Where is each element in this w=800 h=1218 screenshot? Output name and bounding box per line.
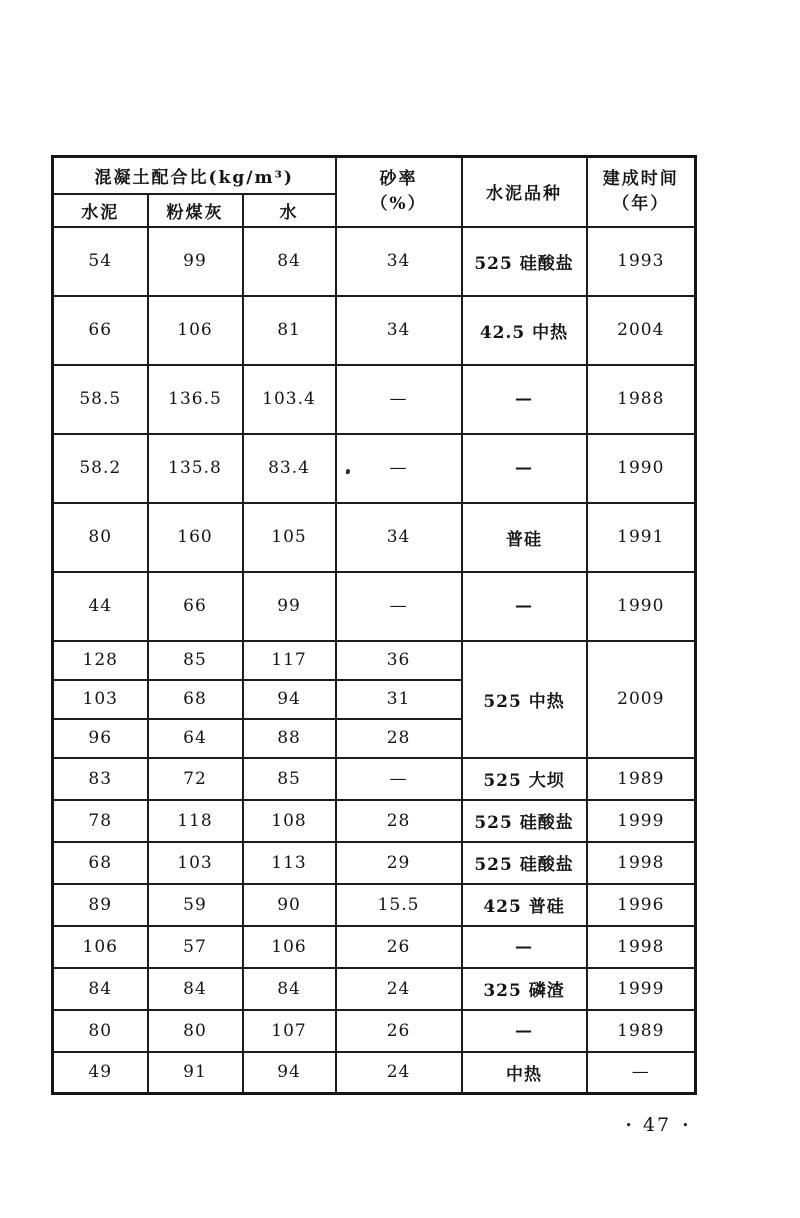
cell-cement-type: — bbox=[462, 1010, 587, 1052]
cell-water: 84 bbox=[243, 227, 336, 296]
cell-sand-ratio: — bbox=[336, 365, 462, 434]
table-row bbox=[53, 758, 696, 800]
cell-year: 1988 bbox=[587, 365, 696, 434]
cell-fly-ash: 135.8 bbox=[148, 434, 243, 503]
cell-sand-ratio: 26 bbox=[336, 926, 462, 968]
table-row bbox=[53, 503, 696, 572]
cell-cement: 89 bbox=[53, 884, 148, 926]
header-cement: 水泥 bbox=[53, 194, 148, 227]
cell-cement-type: — bbox=[462, 365, 587, 434]
cell-cement-type: 525 大坝 bbox=[462, 758, 587, 800]
cell-cement-type-merged: 525 中热 bbox=[462, 641, 587, 758]
cell-sand-ratio: 24 bbox=[336, 1052, 462, 1094]
cell-water: 90 bbox=[243, 884, 336, 926]
cell-water: 105 bbox=[243, 503, 336, 572]
cell-cement-type: 525 硅酸盐 bbox=[462, 800, 587, 842]
cell-fly-ash: 103 bbox=[148, 842, 243, 884]
table-row bbox=[53, 296, 696, 365]
cell-cement: 80 bbox=[53, 503, 148, 572]
cell-cement: 84 bbox=[53, 968, 148, 1010]
cell-year: — bbox=[587, 1052, 696, 1094]
header-sand-ratio-line1: 砂率 bbox=[379, 169, 418, 190]
cell-fly-ash: 99 bbox=[148, 227, 243, 296]
cell-cement-type: 中热 bbox=[462, 1052, 587, 1094]
cell-fly-ash: 80 bbox=[148, 1010, 243, 1052]
cell-sand-ratio: 26 bbox=[336, 1010, 462, 1052]
header-sand-ratio bbox=[336, 157, 462, 227]
cell-water: 113 bbox=[243, 842, 336, 884]
cell-fly-ash: 68 bbox=[148, 680, 243, 719]
table-row bbox=[53, 800, 696, 842]
cell-water: 99 bbox=[243, 572, 336, 641]
cell-fly-ash: 57 bbox=[148, 926, 243, 968]
cell-cement: 78 bbox=[53, 800, 148, 842]
cell-sand-ratio: 24 bbox=[336, 968, 462, 1010]
table-row bbox=[53, 434, 696, 503]
header-build-time-line1: 建成时间 bbox=[602, 169, 679, 190]
cell-year: 1999 bbox=[587, 800, 696, 842]
table-row bbox=[53, 572, 696, 641]
scan-speck bbox=[346, 469, 350, 474]
cell-sand-ratio: — bbox=[336, 434, 462, 503]
cell-water: 81 bbox=[243, 296, 336, 365]
cell-water: 108 bbox=[243, 800, 336, 842]
header-build-time bbox=[587, 157, 696, 227]
cell-water: 94 bbox=[243, 680, 336, 719]
cell-cement: 80 bbox=[53, 1010, 148, 1052]
page-number-value: 47 bbox=[642, 1114, 672, 1136]
cell-cement: 44 bbox=[53, 572, 148, 641]
cell-year: 1998 bbox=[587, 926, 696, 968]
cell-sand-ratio: — bbox=[336, 572, 462, 641]
page-number-right-dot: • bbox=[682, 1118, 689, 1132]
header-fly-ash: 粉煤灰 bbox=[148, 194, 243, 227]
cell-water: 117 bbox=[243, 641, 336, 680]
cell-cement: 106 bbox=[53, 926, 148, 968]
header-sand-ratio-line2: （%） bbox=[370, 193, 427, 214]
cell-cement: 83 bbox=[53, 758, 148, 800]
cell-cement: 58.5 bbox=[53, 365, 148, 434]
cell-water: 83.4 bbox=[243, 434, 336, 503]
cell-cement: 49 bbox=[53, 1052, 148, 1094]
cell-sand-ratio: 28 bbox=[336, 719, 462, 758]
cell-sand-ratio: 15.5 bbox=[336, 884, 462, 926]
cell-sand-ratio: 34 bbox=[336, 227, 462, 296]
header-mix-group: 混凝土配合比(kg/m³) bbox=[53, 157, 336, 194]
cell-cement: 66 bbox=[53, 296, 148, 365]
cell-year: 1990 bbox=[587, 572, 696, 641]
cell-water: 84 bbox=[243, 968, 336, 1010]
page-number-left-dot: • bbox=[625, 1118, 632, 1132]
cell-cement-type: — bbox=[462, 572, 587, 641]
cell-year: 1993 bbox=[587, 227, 696, 296]
cell-cement-type: — bbox=[462, 926, 587, 968]
cell-year: 1991 bbox=[587, 503, 696, 572]
cell-fly-ash: 136.5 bbox=[148, 365, 243, 434]
table-row bbox=[53, 365, 696, 434]
cell-cement-type: 42.5 中热 bbox=[462, 296, 587, 365]
cell-cement: 103 bbox=[53, 680, 148, 719]
cell-fly-ash: 91 bbox=[148, 1052, 243, 1094]
cell-water: 107 bbox=[243, 1010, 336, 1052]
cell-cement-type: 325 磷渣 bbox=[462, 968, 587, 1010]
cell-water: 88 bbox=[243, 719, 336, 758]
table-row bbox=[53, 227, 696, 296]
table-row bbox=[53, 842, 696, 884]
cell-year: 1990 bbox=[587, 434, 696, 503]
cell-fly-ash: 84 bbox=[148, 968, 243, 1010]
header-water: 水 bbox=[243, 194, 336, 227]
cell-year: 2004 bbox=[587, 296, 696, 365]
cell-sand-ratio: 36 bbox=[336, 641, 462, 680]
cell-cement-type: 525 硅酸盐 bbox=[462, 227, 587, 296]
cell-year: 1998 bbox=[587, 842, 696, 884]
concrete-mix-table bbox=[51, 155, 697, 1095]
table-row bbox=[53, 1052, 696, 1094]
cell-water: 94 bbox=[243, 1052, 336, 1094]
cell-fly-ash: 160 bbox=[148, 503, 243, 572]
header-row-group bbox=[53, 157, 696, 194]
cell-water: 85 bbox=[243, 758, 336, 800]
cell-year: 1989 bbox=[587, 1010, 696, 1052]
cell-year-merged: 2009 bbox=[587, 641, 696, 758]
cell-cement-type: 525 硅酸盐 bbox=[462, 842, 587, 884]
cell-water: 106 bbox=[243, 926, 336, 968]
cell-fly-ash: 59 bbox=[148, 884, 243, 926]
cell-fly-ash: 118 bbox=[148, 800, 243, 842]
cell-water: 103.4 bbox=[243, 365, 336, 434]
table-row bbox=[53, 926, 696, 968]
cell-cement: 54 bbox=[53, 227, 148, 296]
cell-fly-ash: 106 bbox=[148, 296, 243, 365]
cell-sand-ratio: 31 bbox=[336, 680, 462, 719]
cell-sand-ratio: — bbox=[336, 758, 462, 800]
table-row bbox=[53, 968, 696, 1010]
cell-fly-ash: 72 bbox=[148, 758, 243, 800]
cell-cement-type: — bbox=[462, 434, 587, 503]
table-row bbox=[53, 1010, 696, 1052]
cell-sand-ratio: 29 bbox=[336, 842, 462, 884]
cell-sand-ratio: 34 bbox=[336, 503, 462, 572]
cell-fly-ash: 66 bbox=[148, 572, 243, 641]
cell-sand-ratio: 28 bbox=[336, 800, 462, 842]
header-cement-type: 水泥品种 bbox=[462, 157, 587, 227]
cell-year: 1996 bbox=[587, 884, 696, 926]
cell-cement: 68 bbox=[53, 842, 148, 884]
cell-cement: 96 bbox=[53, 719, 148, 758]
cell-cement: 128 bbox=[53, 641, 148, 680]
table-row bbox=[53, 641, 696, 680]
page-number bbox=[607, 1112, 707, 1138]
header-build-time-line2: （年） bbox=[612, 193, 670, 214]
cell-year: 1999 bbox=[587, 968, 696, 1010]
cell-cement-type: 普硅 bbox=[462, 503, 587, 572]
cell-fly-ash: 64 bbox=[148, 719, 243, 758]
table-row bbox=[53, 884, 696, 926]
cell-fly-ash: 85 bbox=[148, 641, 243, 680]
cell-sand-ratio: 34 bbox=[336, 296, 462, 365]
cell-cement-type: 425 普硅 bbox=[462, 884, 587, 926]
cell-cement: 58.2 bbox=[53, 434, 148, 503]
cell-year: 1989 bbox=[587, 758, 696, 800]
